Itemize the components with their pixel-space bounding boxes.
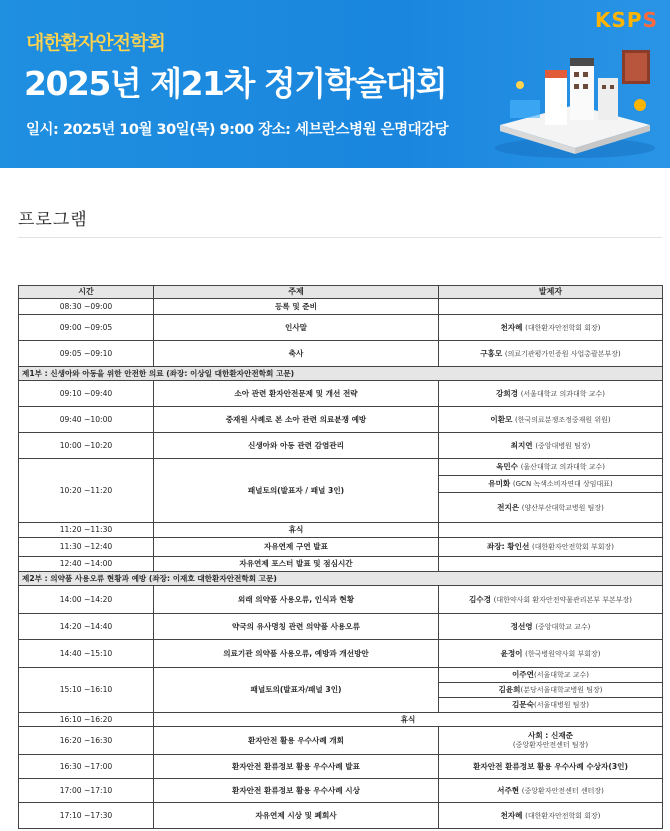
table-row	[19, 433, 663, 459]
speaker-cell: 환자안전 환류정보 활용 우수사례 수상자(3인)	[439, 755, 663, 779]
time-cell: 10:00 ~10:20	[19, 433, 154, 459]
speaker-name: 강희경	[496, 388, 519, 398]
speaker-cell	[439, 523, 663, 538]
table-row	[19, 459, 663, 476]
panelist-affiliation: (양산부산대학교병원 팀장)	[521, 503, 604, 512]
speaker-cell	[439, 407, 663, 433]
topic-cell: 환자안전 환류정보 활용 우수사례 시상	[154, 779, 439, 803]
session-title: 제2부 : 의약품 사용오류 현황과 예방 (좌장: 이재호 대한환자안전학회 고문)	[19, 572, 663, 586]
table-row	[19, 523, 663, 538]
speaker-affiliation: (의료기관평가인증원 사업총괄본부장)	[504, 349, 621, 358]
table-row	[19, 779, 663, 803]
ksps-logo-icon	[595, 8, 658, 32]
topic-cell: 휴식	[154, 523, 439, 538]
panelist-affiliation: (분당서울대학교병원 팀장)	[520, 686, 603, 695]
time-cell: 14:40 ~15:10	[19, 640, 154, 668]
speaker-name: 좌장: 황인선	[486, 542, 530, 552]
panelist-name: 김문숙	[511, 700, 534, 710]
divider	[18, 237, 662, 238]
table-row	[19, 407, 663, 433]
speaker-affiliation: (대한환자안전학회 부회장)	[531, 543, 615, 552]
logo-text-b: S	[642, 8, 658, 32]
speaker-cell	[439, 557, 663, 572]
time-cell: 09:00 ~09:05	[19, 315, 154, 341]
speaker-cell	[439, 341, 663, 367]
speaker-cell	[439, 779, 663, 803]
panelist-cell	[439, 476, 663, 493]
panelist-affiliation: (서울대학교 교수)	[533, 671, 590, 680]
speaker-cell	[439, 381, 663, 407]
table-row	[19, 755, 663, 779]
topic-cell: 약국의 유사명칭 관련 의약품 사용오류	[154, 614, 439, 640]
time-cell: 14:20 ~14:40	[19, 614, 154, 640]
topic-cell: 패널토의(발표자/패널 3인)	[154, 668, 439, 713]
topic-cell: 자유연제 구연 발표	[154, 538, 439, 557]
panelist-cell	[439, 459, 663, 476]
time-cell: 08:30 ~09:00	[19, 299, 154, 315]
table-row	[19, 538, 663, 557]
header-topic: 주제	[154, 286, 439, 299]
speaker-cell	[439, 803, 663, 829]
speaker-affiliation: (대한환자안전학회 회장)	[525, 323, 601, 332]
speaker-name: 천자혜	[500, 810, 523, 820]
speaker-affiliation: (중앙대학교 교수)	[535, 622, 591, 631]
panelist-name: 전지은	[497, 502, 520, 512]
panelist-cell	[439, 698, 663, 713]
speaker-cell	[439, 614, 663, 640]
time-cell: 11:20 ~11:30	[19, 523, 154, 538]
topic-cell: 자유연제 포스터 발표 및 점심시간	[154, 557, 439, 572]
speaker-affiliation: (대한약사회 환자안전약물관리본부 부본부장)	[493, 595, 633, 604]
speaker-affiliation: (중앙대병원 팀장)	[535, 441, 591, 450]
panelist-cell	[439, 668, 663, 683]
speaker-affiliation: (서울대학교 의과대학 교수)	[520, 389, 605, 398]
time-cell: 15:10 ~16:10	[19, 668, 154, 713]
speaker-name: 이환모	[490, 414, 513, 424]
panelist-affiliation: (서울대병원 팀장)	[533, 701, 590, 710]
table-row	[19, 341, 663, 367]
event-title: 2025년 제21차 정기학술대회	[24, 64, 447, 103]
table-row	[19, 614, 663, 640]
time-cell: 10:20 ~11:20	[19, 459, 154, 523]
speaker-affiliation: (중앙환자안전센터 센터장)	[521, 786, 604, 795]
table-row	[19, 381, 663, 407]
speaker-cell	[439, 433, 663, 459]
panelist-name: 김윤희	[498, 685, 521, 695]
speaker-name: 사회 : 신재준	[527, 731, 573, 741]
topic-cell: 축사	[154, 341, 439, 367]
time-cell: 12:40 ~14:00	[19, 557, 154, 572]
speaker-name: 천자혜	[500, 322, 523, 332]
speaker-affiliation: (중앙환자안전센터 팀장)	[512, 741, 589, 750]
time-cell: 16:10 ~16:20	[19, 713, 154, 727]
organization-name: 대한환자안전학회	[26, 32, 165, 54]
time-cell: 17:00 ~17:10	[19, 779, 154, 803]
speaker-cell	[439, 299, 663, 315]
panelist-cell	[439, 493, 663, 523]
panelist-name: 옥민수	[496, 462, 519, 472]
section-title: 프로그램	[18, 210, 88, 230]
time-cell: 09:40 ~10:00	[19, 407, 154, 433]
topic-cell: 중재원 사례로 본 소아 관련 의료분쟁 예방	[154, 407, 439, 433]
topic-cell: 환자안전 활용 우수사례 개회	[154, 727, 439, 755]
session-header-row	[19, 572, 663, 586]
speaker-name: 최지연	[510, 440, 533, 450]
speaker-affiliation: (대한환자안전학회 회장)	[525, 811, 601, 820]
table-header-row	[19, 286, 663, 299]
speaker-name: 김수경	[468, 594, 491, 604]
session-header-row	[19, 367, 663, 381]
topic-cell: 소아 관련 환자안전문제 및 개선 전략	[154, 381, 439, 407]
time-cell: 16:30 ~17:00	[19, 755, 154, 779]
time-cell: 17:10 ~17:30	[19, 803, 154, 829]
time-cell: 16:20 ~16:30	[19, 727, 154, 755]
book-city-illustration-icon	[490, 30, 660, 160]
program-table	[18, 285, 663, 829]
topic-cell: 의료기관 의약품 사용오류, 예방과 개선방안	[154, 640, 439, 668]
logo-text-a: KSP	[595, 8, 643, 32]
speaker-affiliation: (한국병원약사회 부회장)	[525, 649, 601, 658]
panelist-affiliation: (GCN 녹색소비자연대 상임대표)	[512, 480, 613, 489]
speaker-name: 구홍모	[480, 348, 503, 358]
session-title: 제1부 : 신생아와 아동을 위한 안전한 의료 (좌장: 이상일 대한환자안전학회 고문)	[19, 367, 663, 381]
speaker-cell	[439, 315, 663, 341]
table-row	[19, 557, 663, 572]
panelist-name: 유미화	[488, 479, 511, 489]
time-cell: 09:05 ~09:10	[19, 341, 154, 367]
header-time: 시간	[19, 286, 154, 299]
panelist-name: 이주연	[511, 670, 534, 680]
speaker-affiliation: (한국의료분쟁조정중재원 위원)	[515, 415, 611, 424]
table-row	[19, 713, 663, 727]
topic-cell: 신생아와 아동 관련 감염관리	[154, 433, 439, 459]
speaker-cell	[439, 586, 663, 614]
topic-cell: 휴식	[154, 713, 663, 727]
table-row	[19, 586, 663, 614]
topic-cell: 환자안전 환류정보 활용 우수사례 발표	[154, 755, 439, 779]
panelist-cell	[439, 683, 663, 698]
speaker-name: 정선영	[510, 621, 533, 631]
table-row	[19, 299, 663, 315]
time-cell: 11:30 ~12:40	[19, 538, 154, 557]
speaker-cell	[439, 727, 663, 755]
topic-cell: 등록 및 준비	[154, 299, 439, 315]
topic-cell: 자유연제 시상 및 폐회사	[154, 803, 439, 829]
header-speaker: 발제자	[439, 286, 663, 299]
topic-cell: 인사말	[154, 315, 439, 341]
table-row	[19, 640, 663, 668]
topic-cell: 패널토의(발표자 / 패널 3인)	[154, 459, 439, 523]
time-cell: 14:00 ~14:20	[19, 586, 154, 614]
topic-cell: 외래 의약품 사용오류, 인식과 현황	[154, 586, 439, 614]
speaker-name: 윤정이	[500, 648, 523, 658]
table-row	[19, 668, 663, 683]
table-row	[19, 727, 663, 755]
table-row	[19, 315, 663, 341]
time-cell: 09:10 ~09:40	[19, 381, 154, 407]
panelist-affiliation: (울산대학교 의과대학 교수)	[520, 463, 605, 472]
event-date-venue: 일시: 2025년 10월 30일(목) 9:00 장소: 세브란스병원 은명대강당	[26, 122, 449, 138]
speaker-name: 서주현	[497, 785, 520, 795]
banner	[0, 0, 670, 168]
speaker-cell	[439, 640, 663, 668]
table-row	[19, 803, 663, 829]
speaker-cell	[439, 538, 663, 557]
